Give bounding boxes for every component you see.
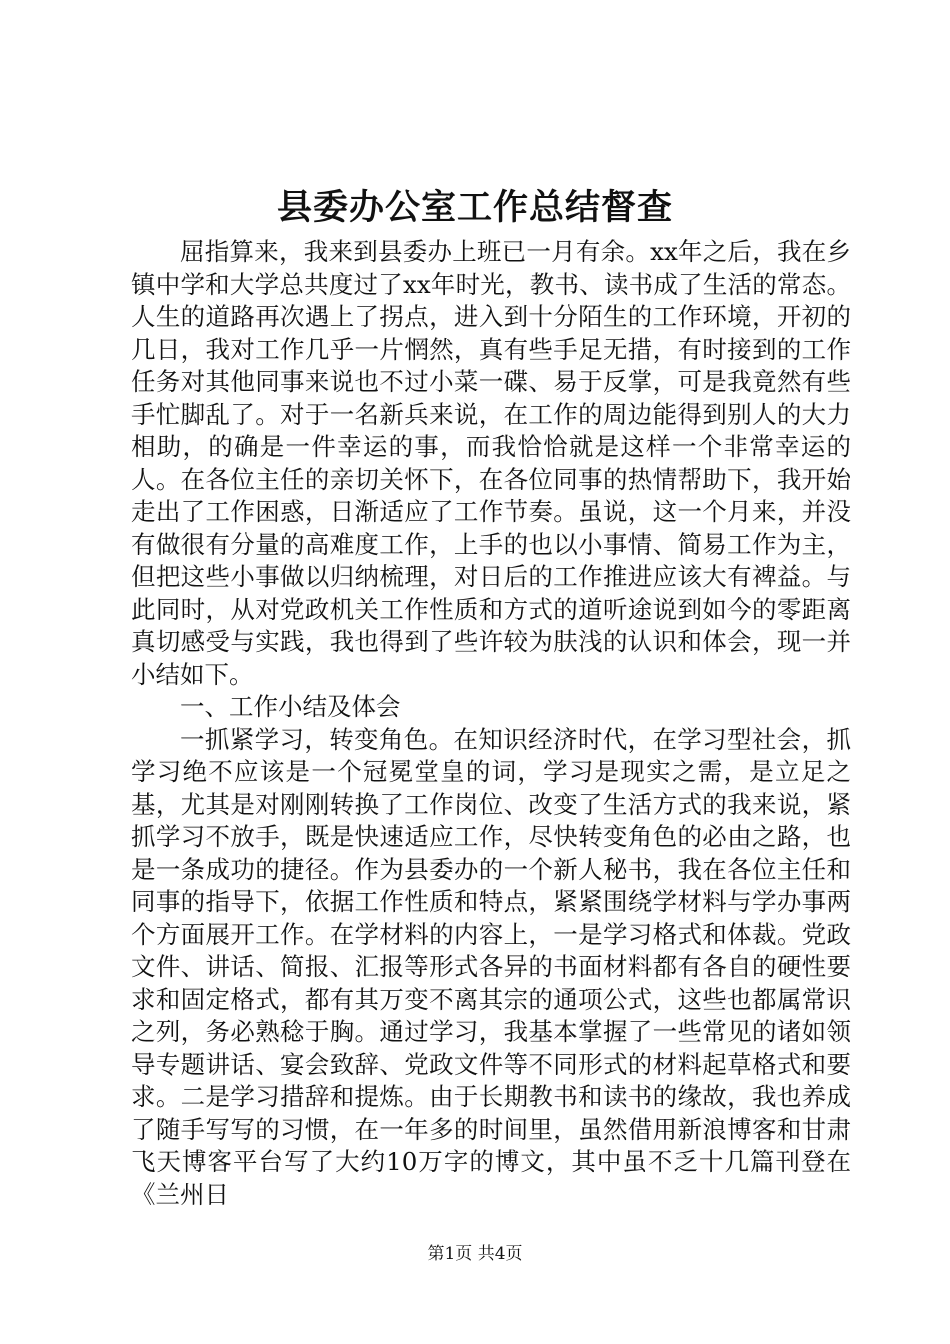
section-heading: 一、工作小结及体会 [180, 692, 401, 721]
intro-paragraph: 屈指算来，我来到县委办上班已一月有余。xx年之后，我在乡镇中学和大学总共度过了xx年时光，教书、读书成了生活的常态。人生的道路再次遇上了拐点，进入到十分陌生的工作环境，开初的几日，我对工作几乎一片惘然，真有些手足无措，有时接到的工作任务对其他同事来说也不过小菜一碟、易于反掌，可是我竟然有些手忙脚乱了。对于一名新兵来说，在工作的周边能得到别人的大力相助，的确是一件幸运的事，而我恰恰就是这样一个非常幸运的人。在各位主任的亲切关怀下，在各位同事的热情帮助下，我开始走出了工作困惑，日渐适应了工作节奏。虽说，这一个月来，并没有做很有分量的高难度工作，上手的也以小事情、简易工作为主，但把这些小事做以归纳梳理，对日后的工作推进应该大有裨益。与此同时，从对党政机关工作性质和方式的道听途说到如今的零距离真切感受与实践，我也得到了些许较为肤浅的认识和体会，现一并小结如下。 [131, 237, 851, 689]
document-body [131, 236, 851, 1211]
document-title: 县委办公室工作总结督查 [276, 187, 673, 228]
section-paragraph: 一抓紧学习，转变角色。在知识经济时代，在学习型社会，抓学习绝不应该是一个冠冕堂皇的词，学习是现实之需，是立足之基，尤其是对刚刚转换了工作岗位、改变了生活方式的我来说，紧抓学习不放手，既是快速适应工作，尽快转变角色的必由之路，也是一条成功的捷径。作为县委办的一个新人秘书，我在各位主任和同事的指导下，依据工作性质和特点，紧紧围绕学材料与学办事两个方面展开工作。在学材料的内容上，一是学习格式和体裁。党政文件、讲话、简报、汇报等形式各异的书面材料都有各自的硬性要求和固定格式，都有其万变不离其宗的通项公式，这些也都属常识之列，务必熟稔于胸。通过学习，我基本掌握了一些常见的诸如领导专题讲话、宴会致辞、党政文件等不同形式的材料起草格式和要求。二是学习措辞和提炼。由于长期教书和读书的缘故，我也养成了随手写写的习惯，在一年多的时间里，虽然借用新浪博客和甘肃飞天博客平台写了大约10万字的博文，其中虽不乏十几篇刊登在《兰州日 [131, 724, 851, 1209]
page-footer: 第1页 共4页 [427, 1244, 523, 1264]
